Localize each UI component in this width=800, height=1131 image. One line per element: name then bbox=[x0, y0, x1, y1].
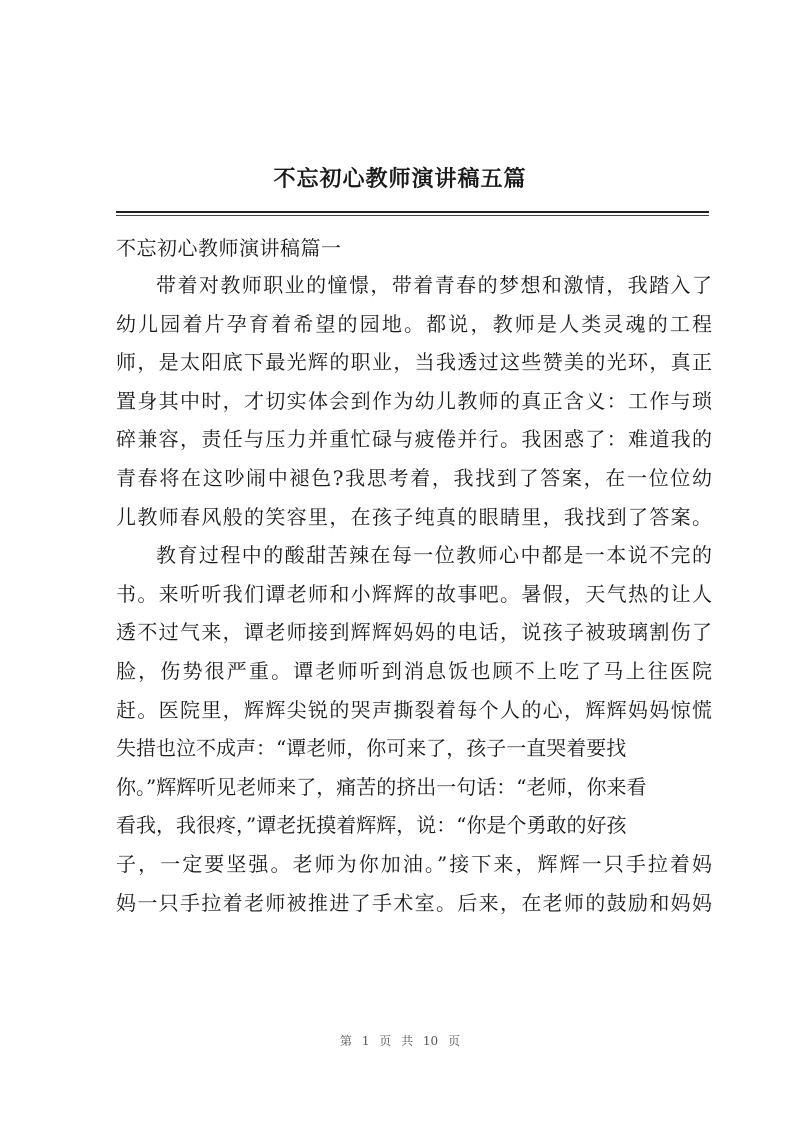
text-line: 透不过气来，谭老师接到辉辉妈妈的电话，说孩子被玻璃割伤了 bbox=[116, 620, 712, 645]
text-line: 教育过程中的酸甜苦辣在每一位教师心中都是一本说不完的 bbox=[156, 543, 712, 568]
text-line: 儿教师春风般的笑容里，在孩子纯真的眼睛里，我找到了答案。 bbox=[116, 504, 712, 529]
text-line: 赶。医院里，辉辉尖锐的哭声撕裂着每个人的心，辉辉妈妈惊慌 bbox=[116, 697, 712, 722]
paragraph-2 bbox=[116, 536, 712, 922]
section-heading: 不忘初心教师演讲稿篇一 bbox=[116, 236, 342, 260]
document-title: 不忘初心教师演讲稿五篇 bbox=[273, 166, 527, 192]
text-line: 师，是太阳底下最光辉的职业，当我透过这些赞美的光环，真正 bbox=[116, 350, 712, 375]
text-line: 妈一只手拉着老师被推进了手术室。后来，在老师的鼓励和妈妈 bbox=[116, 890, 712, 915]
text-line: 碎兼容，责任与压力并重忙碌与疲倦并行。我困惑了：难道我的 bbox=[116, 427, 712, 452]
text-line: 失措也泣不成声：“谭老师，你可来了，孩子一直哭着要找 bbox=[116, 736, 627, 761]
text-line: 你。”辉辉听见老师来了，痛苦的挤出一句话：“老师，你来看 bbox=[116, 774, 647, 799]
page-footer: 第 1 页 共 10 页 bbox=[340, 1034, 460, 1048]
text-line: 书。来听听我们谭老师和小辉辉的故事吧。暑假，天气热的让人 bbox=[116, 581, 712, 606]
text-line: 脸，伤势很严重。谭老师听到消息饭也顾不上吃了马上往医院 bbox=[116, 658, 712, 683]
body-text bbox=[116, 266, 712, 922]
text-line: 带着对教师职业的憧憬，带着青春的梦想和激情，我踏入了 bbox=[156, 273, 712, 297]
text-line: 看我，我很疼，”谭老抚摸着辉辉，说：“你是个勇敢的好孩 bbox=[116, 813, 627, 838]
text-line: 青春将在这吵闹中褪色?我思考着，我找到了答案，在一位位幼 bbox=[116, 465, 712, 490]
title-divider bbox=[116, 211, 709, 213]
paragraph-1 bbox=[116, 266, 712, 536]
text-line: 置身其中时，才切实体会到作为幼儿教师的真正含义：工作与琐 bbox=[116, 388, 712, 413]
text-line: 幼儿园着片孕育着希望的园地。都说，教师是人类灵魂的工程 bbox=[116, 311, 712, 336]
text-line: 子，一定要坚强。老师为你加油。”接下来，辉辉一只手拉着妈 bbox=[116, 851, 712, 876]
